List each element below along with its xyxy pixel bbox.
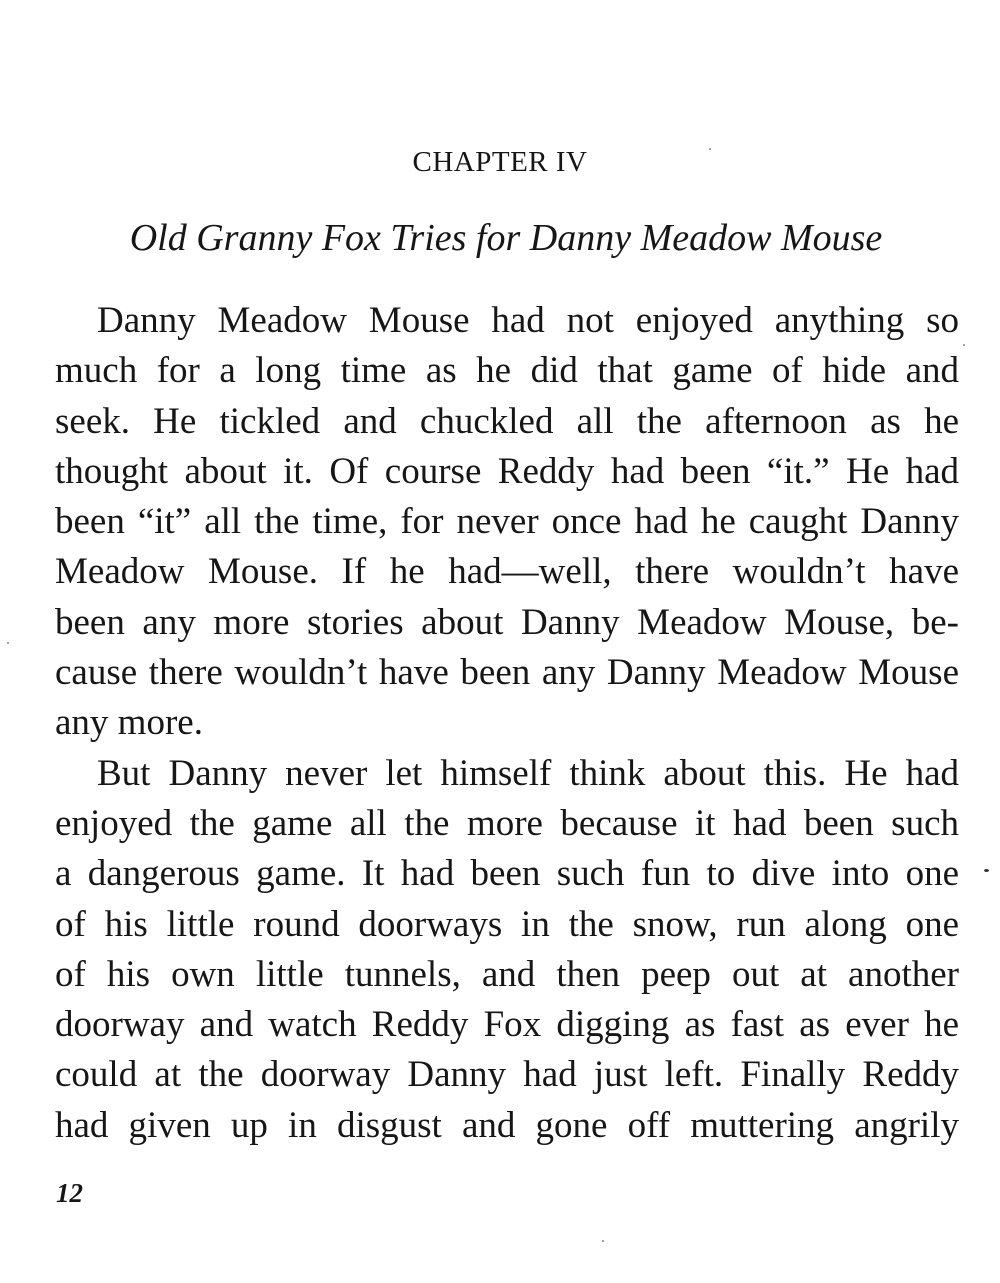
- scan-speck: [602, 1240, 604, 1242]
- paragraph: [55, 749, 959, 1151]
- text-line: thought about it. Of course Reddy had been “it.” He had: [55, 450, 959, 492]
- text-line: of his own little tunnels, and then peep out at another: [55, 953, 959, 995]
- scan-speck: [963, 344, 965, 346]
- text-line: much for a long time as he did that game of hide and: [55, 350, 959, 392]
- scan-speck: [7, 642, 9, 644]
- page-number: 12: [56, 1178, 83, 1208]
- body-text: [55, 296, 959, 1151]
- text-line: enjoyed the game all the more because it had been such: [55, 802, 959, 844]
- text-line: cause there wouldn’t have been any Danny Meadow Mouse: [55, 652, 959, 694]
- text-line: doorway and watch Reddy Fox digging as fast as ever he: [55, 1004, 959, 1046]
- chapter-title: Old Granny Fox Tries for Danny Meadow Mouse: [129, 217, 883, 259]
- text-line: could at the doorway Danny had just left. Finally Reddy: [55, 1054, 959, 1096]
- text-line: of his little round doorways in the snow, run along one: [55, 903, 959, 945]
- text-line: a dangerous game. It had been such fun to dive into one: [55, 853, 959, 895]
- text-line: been any more stories about Danny Meadow Mouse, be-: [55, 601, 959, 643]
- text-line: Danny Meadow Mouse had not enjoyed anything so: [97, 300, 959, 341]
- text-line: been “it” all the time, for never once had he caught Danny: [55, 501, 959, 543]
- text-line: But Danny never let himself think about this. He had: [97, 752, 959, 794]
- text-line: seek. He tickled and chuckled all the afternoon as he: [55, 400, 959, 442]
- paragraph: [55, 296, 959, 749]
- scan-speck: [984, 869, 989, 872]
- text-line: any more.: [55, 702, 203, 744]
- text-line: Meadow Mouse. If he had—well, there wouldn’t have: [55, 551, 959, 593]
- scan-speck: [709, 148, 711, 150]
- chapter-heading: CHAPTER IV: [412, 146, 588, 178]
- text-line: had given up in disgust and gone off muttering angrily: [55, 1104, 959, 1146]
